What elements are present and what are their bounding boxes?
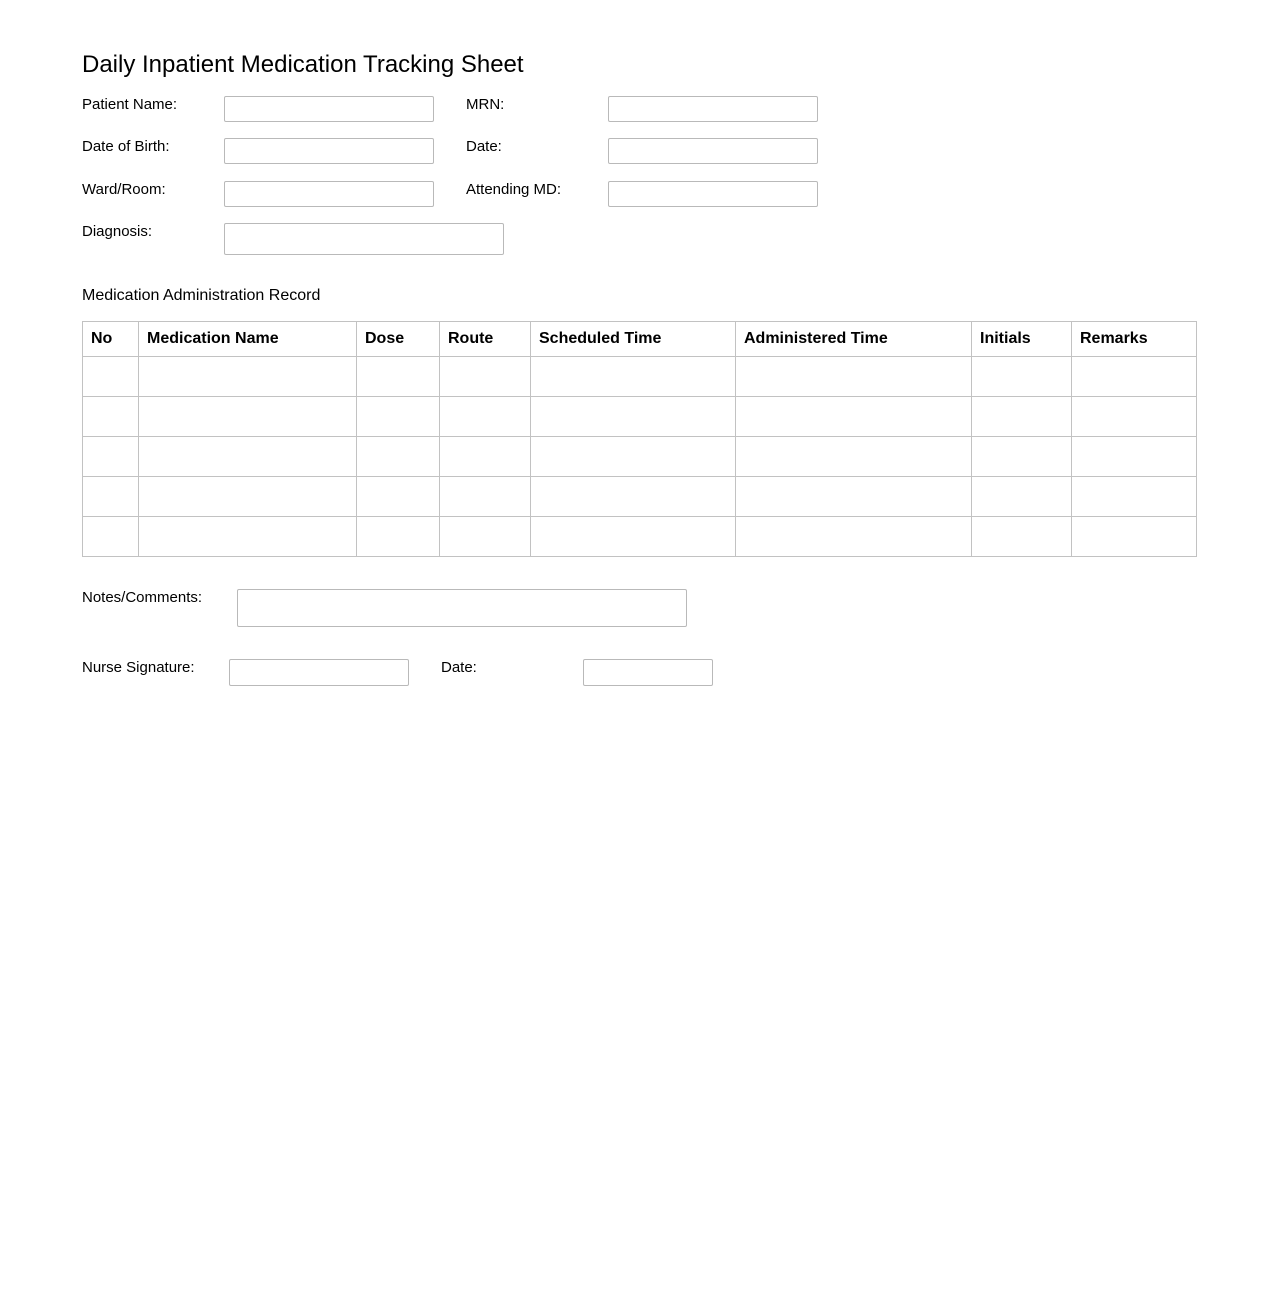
mrn-label: MRN:: [466, 96, 505, 113]
cell-administered-time[interactable]: [736, 437, 972, 477]
cell-scheduled-time[interactable]: [531, 437, 736, 477]
table-row: [83, 397, 1197, 437]
column-header-route: Route: [440, 322, 531, 357]
cell-remarks[interactable]: [1072, 357, 1197, 397]
cell-medication-name[interactable]: [139, 397, 357, 437]
table-row: [83, 357, 1197, 397]
cell-scheduled-time[interactable]: [531, 357, 736, 397]
cell-dose[interactable]: [357, 477, 440, 517]
cell-medication-name[interactable]: [139, 357, 357, 397]
cell-route[interactable]: [440, 357, 531, 397]
cell-scheduled-time[interactable]: [531, 397, 736, 437]
page-title: Daily Inpatient Medication Tracking Sheet: [82, 51, 524, 78]
cell-administered-time[interactable]: [736, 517, 972, 557]
table-row: [83, 477, 1197, 517]
column-header-scheduled-time: Scheduled Time: [531, 322, 736, 357]
cell-dose[interactable]: [357, 357, 440, 397]
attending-md-input[interactable]: [608, 181, 818, 207]
date-of-birth-label: Date of Birth:: [82, 138, 170, 155]
cell-no[interactable]: [83, 397, 139, 437]
cell-scheduled-time[interactable]: [531, 517, 736, 557]
section-title-medication-record: Medication Administration Record: [82, 287, 321, 304]
cell-route[interactable]: [440, 477, 531, 517]
cell-dose[interactable]: [357, 397, 440, 437]
cell-no[interactable]: [83, 357, 139, 397]
cell-route[interactable]: [440, 437, 531, 477]
cell-medication-name[interactable]: [139, 477, 357, 517]
table-header-row: [83, 322, 1197, 357]
mrn-input[interactable]: [608, 96, 818, 122]
column-header-medication-name: Medication Name: [139, 322, 357, 357]
table-row: [83, 517, 1197, 557]
date-of-birth-input[interactable]: [224, 138, 434, 164]
cell-route[interactable]: [440, 397, 531, 437]
cell-dose[interactable]: [357, 517, 440, 557]
cell-administered-time[interactable]: [736, 477, 972, 517]
cell-remarks[interactable]: [1072, 517, 1197, 557]
cell-initials[interactable]: [972, 357, 1072, 397]
column-header-remarks: Remarks: [1072, 322, 1197, 357]
cell-route[interactable]: [440, 517, 531, 557]
cell-no[interactable]: [83, 437, 139, 477]
cell-no[interactable]: [83, 477, 139, 517]
column-header-initials: Initials: [972, 322, 1072, 357]
patient-name-input[interactable]: [224, 96, 434, 122]
cell-initials[interactable]: [972, 517, 1072, 557]
nurse-signature-label: Nurse Signature:: [82, 659, 195, 676]
column-header-administered-time: Administered Time: [736, 322, 972, 357]
cell-administered-time[interactable]: [736, 397, 972, 437]
cell-dose[interactable]: [357, 437, 440, 477]
cell-medication-name[interactable]: [139, 437, 357, 477]
cell-remarks[interactable]: [1072, 437, 1197, 477]
cell-administered-time[interactable]: [736, 357, 972, 397]
cell-scheduled-time[interactable]: [531, 477, 736, 517]
signature-date-label: Date:: [441, 659, 477, 676]
diagnosis-label: Diagnosis:: [82, 223, 153, 240]
cell-initials[interactable]: [972, 477, 1072, 517]
medication-administration-table: [82, 321, 1197, 557]
cell-medication-name[interactable]: [139, 517, 357, 557]
cell-remarks[interactable]: [1072, 477, 1197, 517]
date-label: Date:: [466, 138, 502, 155]
patient-name-label: Patient Name:: [82, 96, 178, 113]
notes-input[interactable]: [237, 589, 687, 627]
notes-label: Notes/Comments:: [82, 589, 203, 606]
cell-initials[interactable]: [972, 437, 1072, 477]
column-header-dose: Dose: [357, 322, 440, 357]
ward-room-input[interactable]: [224, 181, 434, 207]
nurse-signature-input[interactable]: [229, 659, 409, 686]
signature-date-input[interactable]: [583, 659, 713, 686]
diagnosis-input[interactable]: [224, 223, 504, 255]
cell-no[interactable]: [83, 517, 139, 557]
ward-room-label: Ward/Room:: [82, 181, 166, 198]
date-input[interactable]: [608, 138, 818, 164]
table-row: [83, 437, 1197, 477]
cell-initials[interactable]: [972, 397, 1072, 437]
attending-md-label: Attending MD:: [466, 181, 562, 198]
cell-remarks[interactable]: [1072, 397, 1197, 437]
column-header-no: No: [83, 322, 139, 357]
